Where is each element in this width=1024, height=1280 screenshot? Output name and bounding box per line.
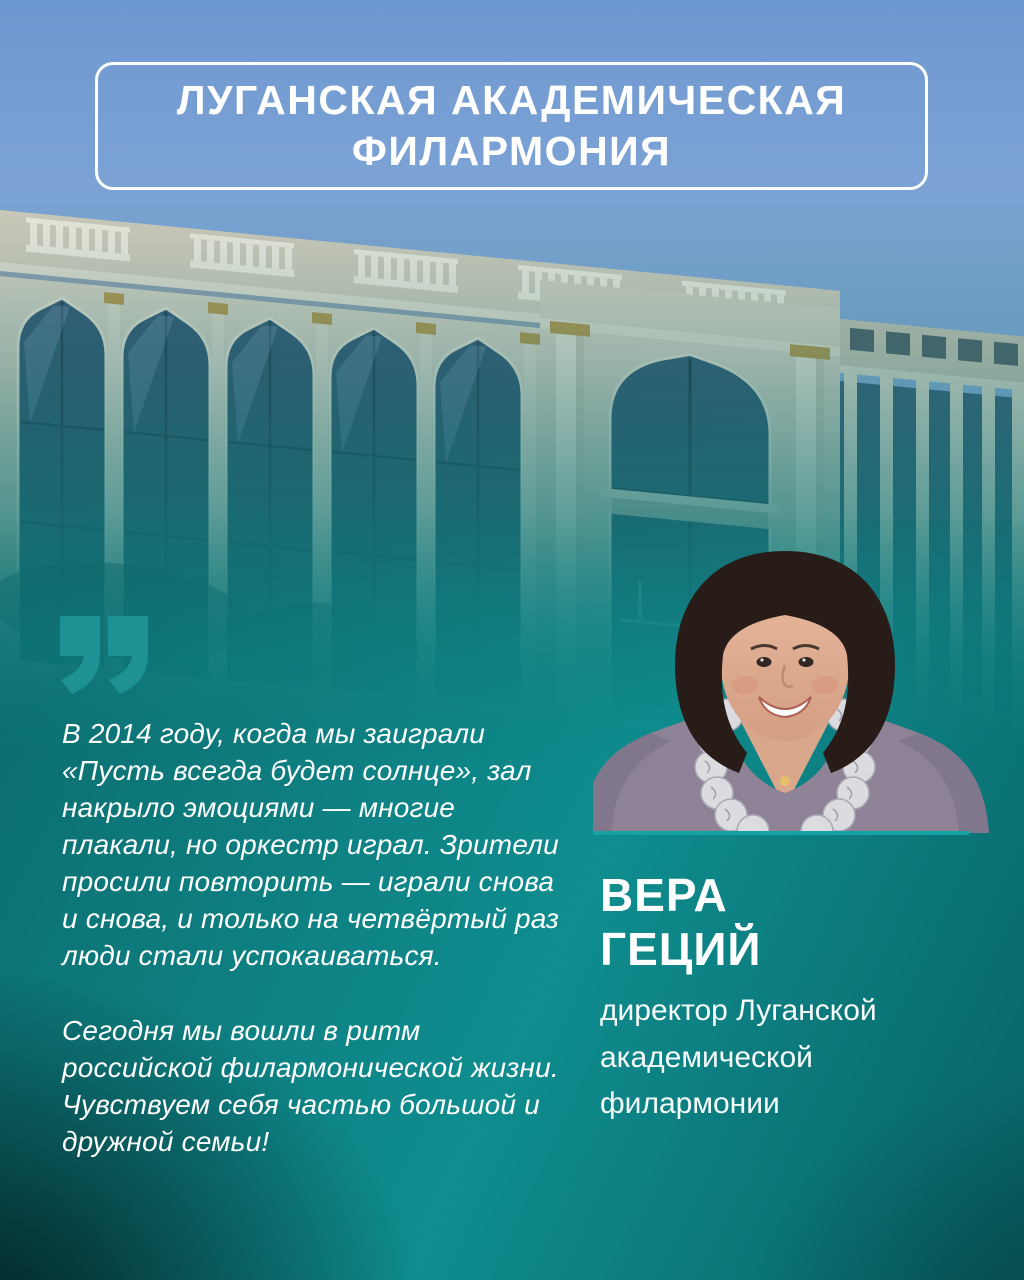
poster-title: ЛУГАНСКАЯ АКАДЕМИЧЕСКАЯ ФИЛАРМОНИЯ (176, 76, 847, 174)
person-role: директор Луганской академической филармонии (600, 994, 877, 1120)
portrait-divider-line (593, 831, 969, 835)
quote-icon (58, 616, 150, 698)
person-last-name: ГЕЦИЙ (600, 923, 762, 976)
person-first-name: ВЕРА (600, 869, 728, 921)
quote-text (62, 716, 567, 1160)
portrait-photo (593, 545, 1013, 833)
quote-paragraph-2: Сегодня мы вошли в ритм российской филармонической жизни. Чувствуем себя частью большой и дружной семьи! (62, 1014, 559, 1157)
title-box (95, 62, 928, 190)
quote-paragraph-1: В 2014 году, когда мы заиграли «Пусть всегда будет солнце», зал накрыло эмоциями — многие плакали, но оркестр играл. Зрители просили повторить — играли снова и снова, и только на четвёртый раз люди стали успокаиваться. (62, 718, 560, 971)
portrait-illustration (593, 545, 1013, 833)
person-name (600, 868, 762, 977)
